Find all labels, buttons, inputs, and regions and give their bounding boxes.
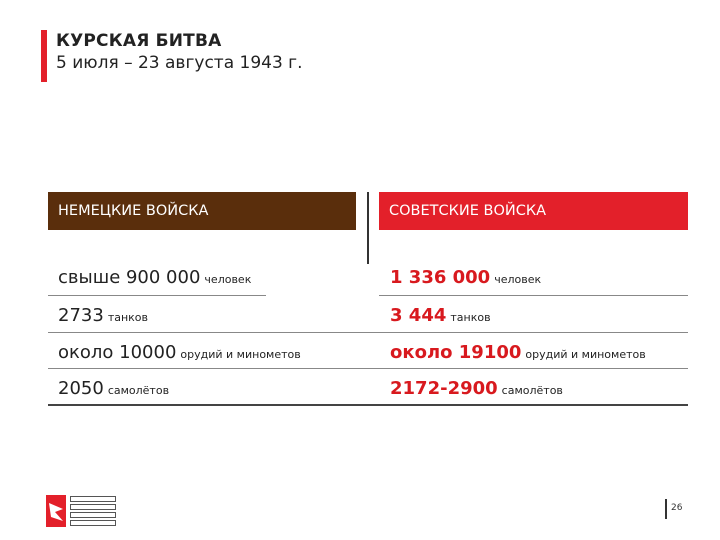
soviet-unit: человек bbox=[494, 273, 542, 286]
german-value: 2733 bbox=[58, 304, 104, 326]
row-separator bbox=[48, 368, 688, 369]
soviet-unit: орудий и минометов bbox=[525, 348, 646, 361]
german-value: 2050 bbox=[58, 377, 104, 399]
page-subtitle: 5 июля – 23 августа 1943 г. bbox=[56, 53, 303, 73]
page-number-bar bbox=[665, 499, 667, 519]
row-separator bbox=[379, 295, 688, 296]
german-forces-header: НЕМЕЦКИЕ ВОЙСКА bbox=[48, 192, 356, 230]
german-row-personnel bbox=[58, 262, 251, 292]
column-divider bbox=[367, 192, 369, 264]
german-value: свыше 900 000 bbox=[58, 266, 201, 288]
title-accent-bar bbox=[41, 30, 47, 82]
german-row-tanks bbox=[58, 300, 148, 330]
row-separator bbox=[48, 295, 266, 296]
soviet-value: около 19100 bbox=[390, 341, 522, 363]
soviet-value: 1 336 000 bbox=[390, 266, 491, 288]
organization-logo-icon bbox=[46, 495, 116, 527]
page-number: 26 bbox=[671, 503, 683, 513]
soviet-value: 3 444 bbox=[390, 304, 447, 326]
german-unit: орудий и минометов bbox=[180, 348, 301, 361]
page-title: КУРСКАЯ БИТВА bbox=[56, 31, 222, 51]
logo-text-lines bbox=[70, 496, 116, 528]
german-value: около 10000 bbox=[58, 341, 177, 363]
soviet-unit: самолётов bbox=[501, 384, 563, 397]
german-unit: человек bbox=[204, 273, 252, 286]
german-row-aircraft bbox=[58, 373, 169, 403]
german-unit: танков bbox=[107, 311, 149, 324]
soviet-forces-header: СОВЕТСКИЕ ВОЙСКА bbox=[379, 192, 688, 230]
soviet-unit: танков bbox=[450, 311, 491, 324]
logo-red-mark bbox=[46, 495, 66, 527]
soviet-value: 2172-2900 bbox=[390, 377, 498, 399]
title-block bbox=[56, 31, 303, 73]
row-separator bbox=[48, 332, 688, 333]
soviet-row-tanks bbox=[390, 300, 491, 330]
soviet-row-artillery bbox=[390, 337, 646, 367]
german-row-artillery bbox=[58, 337, 301, 367]
german-unit: самолётов bbox=[107, 384, 170, 397]
soviet-row-personnel bbox=[390, 262, 541, 292]
soviet-row-aircraft bbox=[390, 373, 563, 403]
table-bottom-border bbox=[48, 404, 688, 406]
